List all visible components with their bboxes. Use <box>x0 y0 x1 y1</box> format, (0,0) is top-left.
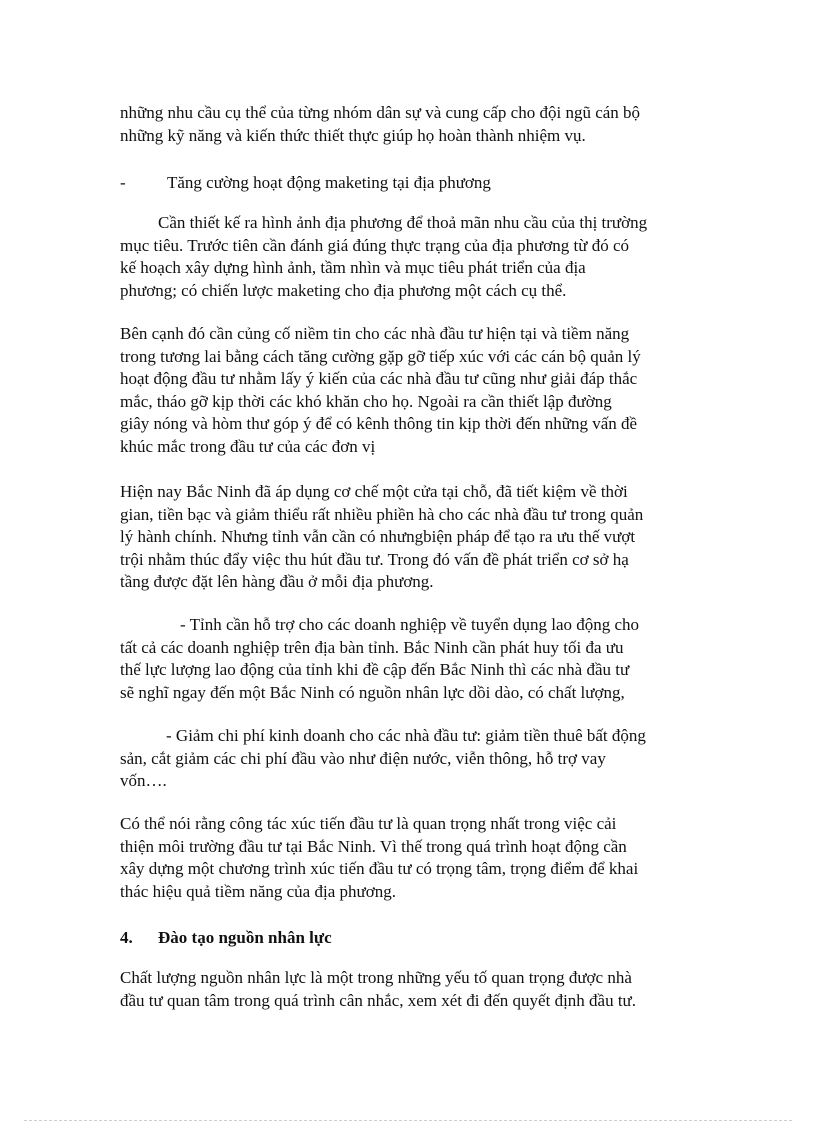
paragraph-investment-promotion <box>120 813 700 903</box>
text-line: sẽ nghĩ ngay đến một Bắc Ninh có nguồn nhân lực dồi dào, có chất lượng, <box>120 682 625 702</box>
text-line: - Giảm chi phí kinh doanh cho các nhà đầu tư: giảm tiền thuê bất động <box>166 726 646 745</box>
text-line: mục tiêu. Trước tiên cần đánh giá đúng thực trạng của địa phương từ đó có <box>120 235 630 255</box>
text-line: tất cả các doanh nghiệp trên địa bàn tỉnh. Bắc Ninh cần phát huy tối đa ưu <box>120 637 624 657</box>
section-number: 4. <box>120 928 133 947</box>
text-line: mắc, tháo gỡ kịp thời các khó khăn cho họ. Ngoài ra cần thiết lập đường <box>120 391 612 411</box>
bullet-dash: - <box>120 173 126 192</box>
page-bottom-border <box>24 1120 792 1121</box>
text-line: - Tỉnh cần hỗ trợ cho các doanh nghiệp về tuyển dụng lao động cho <box>180 615 640 634</box>
text-line: thác hiệu quả tiềm năng của địa phương. <box>120 881 396 901</box>
text-line: Bên cạnh đó cần củng cố niềm tin cho các nhà đầu tư hiện tại và tiềm năng <box>120 324 630 343</box>
text-line: giây nóng và hòm thư góp ý để có kênh thông tin kịp thời đến những vấn đề <box>120 414 638 433</box>
paragraph-investor-trust <box>120 323 700 458</box>
text-line: lý hành chính. Nhưng tỉnh vẫn cần có nhưngbiện pháp để tạo ra ưu thế vượt <box>120 527 636 546</box>
text-line: trội nhằm thúc đẩy việc thu hút đầu tư. Trong đó vấn đề phát triển cơ sở hạ <box>120 549 629 569</box>
text-line: tầng được đặt lên hàng đầu ở mỗi địa phương. <box>120 572 434 591</box>
text-line: xây dựng một chương trình xúc tiến đầu tư có trọng tâm, trọng điểm để khai <box>120 859 639 878</box>
text-line: gian, tiền bạc và giảm thiểu rất nhiều phiền hà cho các nhà đầu tư trong quản <box>120 504 644 524</box>
text-line: hoạt động đầu tư nhằm lấy ý kiến của các nhà đầu tư cũng như giải đáp thắc <box>120 369 638 388</box>
paragraph-human-resources <box>120 967 700 1012</box>
paragraph-one-stop-shop <box>120 481 700 594</box>
text-line: kế hoạch xây dựng hình ảnh, tầm nhìn và mục tiêu phát triển của địa <box>120 258 586 277</box>
paragraph-cost-reduction <box>120 725 700 793</box>
section-heading: Đào tạo nguồn nhân lực <box>158 928 332 947</box>
text-line: Có thể nói rằng công tác xúc tiến đầu tư là quan trọng nhất trong việc cải <box>120 814 617 833</box>
text-line: sản, cắt giảm các chi phí đầu vào như điện nước, viễn thông, hỗ trợ vay <box>120 748 606 768</box>
text-line: Chất lượng nguồn nhân lực là một trong những yếu tố quan trọng được nhà <box>120 968 632 987</box>
text-line: vốn…. <box>120 771 167 790</box>
paragraph-labor-support <box>120 614 700 704</box>
text-line: thiện môi trường đầu tư tại Bắc Ninh. Vì thế trong quá trình hoạt động cần <box>120 836 627 856</box>
text-line: thế lực lượng lao động của tỉnh khi đề cập đến Bắc Ninh thì các nhà đầu tư <box>120 660 630 679</box>
paragraph-local-image <box>120 212 700 302</box>
text-line: đầu tư quan tâm trong quá trình cân nhắc, xem xét đi đến quyết định đầu tư. <box>120 990 637 1010</box>
text-line: những kỹ năng và kiến thức thiết thực giúp họ hoàn thành nhiệm vụ. <box>120 125 586 145</box>
bullet-marketing: Tăng cường hoạt động maketing tại địa phương <box>167 173 491 192</box>
text-line: phương; có chiến lược maketing cho địa phương một cách cụ thể. <box>120 280 567 300</box>
text-line: Hiện nay Bắc Ninh đã áp dụng cơ chế một cửa tại chỗ, đã tiết kiệm về thời <box>120 482 628 501</box>
text-line: khúc mắc trong đầu tư của các đơn vị <box>120 436 376 456</box>
text-line: trong tương lai bằng cách tăng cường gặp gỡ tiếp xúc với các cán bộ quản lý <box>120 346 641 366</box>
paragraph-staff-training <box>120 102 700 147</box>
text-line: những nhu cầu cụ thể của từng nhóm dân sự và cung cấp cho đội ngũ cán bộ <box>120 103 641 122</box>
text-line: Cần thiết kế ra hình ảnh địa phương để thoả mãn nhu cầu của thị trường <box>158 213 648 232</box>
